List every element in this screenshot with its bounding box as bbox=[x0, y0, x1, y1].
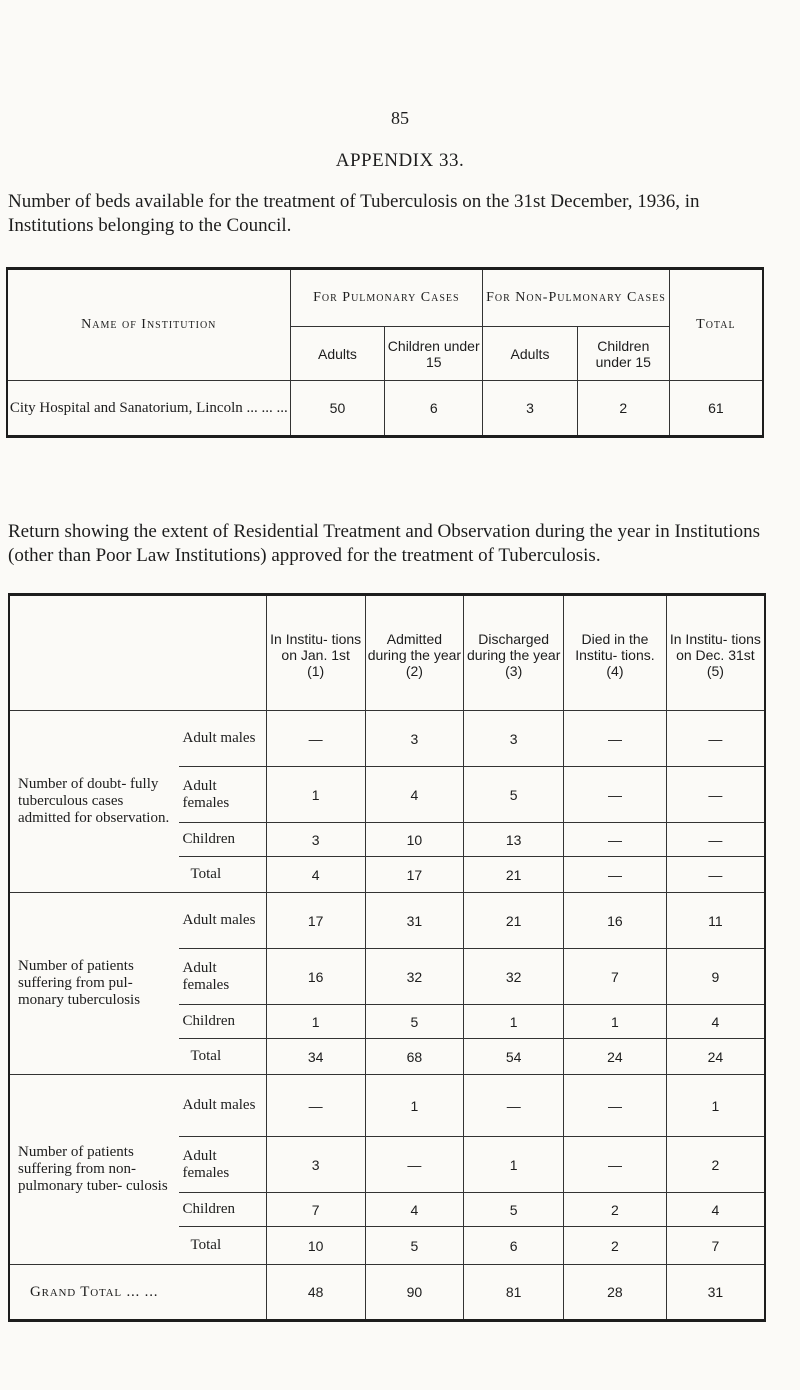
cell: 24 bbox=[564, 1039, 667, 1075]
return-paragraph: Return showing the extent of Residential Treatment and Observation during the year in Institutions (other than Poor Law Institutions) approved for the treatment of Tuberculosis. bbox=[8, 521, 760, 566]
cell: 10 bbox=[365, 823, 464, 857]
cell: 32 bbox=[464, 949, 564, 1005]
cell: 17 bbox=[365, 857, 464, 893]
cell: — bbox=[666, 767, 765, 823]
category-label: Adult females bbox=[179, 1137, 267, 1193]
cell: 1 bbox=[365, 1075, 464, 1137]
cell: — bbox=[564, 823, 667, 857]
table-row bbox=[9, 1075, 765, 1137]
cell: 1 bbox=[464, 1137, 564, 1193]
cell: 34 bbox=[266, 1039, 365, 1075]
appendix-title: APPENDIX 33. bbox=[335, 150, 465, 171]
cell: 5 bbox=[365, 1227, 464, 1265]
cell: — bbox=[564, 711, 667, 767]
cell: 2 bbox=[666, 1137, 765, 1193]
cell: 3 bbox=[266, 823, 365, 857]
cell: 9 bbox=[666, 949, 765, 1005]
group-label-observation: Number of doubt- fully tuberculous cases admitted for observation. bbox=[9, 711, 179, 893]
cell: — bbox=[666, 857, 765, 893]
cell: — bbox=[365, 1137, 464, 1193]
col-header-1: In Institu- tions on Jan. 1st (1) bbox=[266, 595, 365, 711]
category-label: Children bbox=[179, 1005, 267, 1039]
cell: — bbox=[666, 823, 765, 857]
col-header-5: In Institu- tions on Dec. 31st (5) bbox=[666, 595, 765, 711]
cell: 3 bbox=[464, 711, 564, 767]
table-row bbox=[9, 893, 765, 949]
group-label-non-pulmonary: Number of patients suffering from non- pulmonary tuber- culosis bbox=[9, 1075, 179, 1265]
cell: 16 bbox=[564, 893, 667, 949]
category-label: Adult males bbox=[179, 1075, 267, 1137]
cell: 28 bbox=[564, 1265, 667, 1321]
cell: 6 bbox=[464, 1227, 564, 1265]
cell: 68 bbox=[365, 1039, 464, 1075]
cell: 4 bbox=[365, 767, 464, 823]
cell: 48 bbox=[266, 1265, 365, 1321]
cell: 3 bbox=[266, 1137, 365, 1193]
cell: 31 bbox=[666, 1265, 765, 1321]
cell: 7 bbox=[666, 1227, 765, 1265]
cell: 5 bbox=[464, 767, 564, 823]
cell: 4 bbox=[666, 1005, 765, 1039]
category-label: Total bbox=[179, 1039, 267, 1075]
blank-header bbox=[9, 595, 266, 711]
cell: 1 bbox=[464, 1005, 564, 1039]
pulmonary-children-header: Children under 15 bbox=[385, 327, 483, 381]
cell: — bbox=[564, 1137, 667, 1193]
cell: 21 bbox=[464, 857, 564, 893]
col-header-2: Admitted during the year (2) bbox=[365, 595, 464, 711]
non-pulmonary-adults-header: Adults bbox=[483, 327, 578, 381]
pulmonary-header: For Pulmonary Cases bbox=[290, 269, 483, 327]
group-label-pulmonary: Number of patients suffering from pul- monary tuberculosis bbox=[9, 893, 179, 1075]
cell: 7 bbox=[564, 949, 667, 1005]
beds-value: 6 bbox=[385, 381, 483, 437]
intro-paragraph: Number of beds available for the treatment of Tuberculosis on the 31st December, 1936, in Institutions belonging to the Council. bbox=[8, 191, 700, 236]
cell: 21 bbox=[464, 893, 564, 949]
beds-value: 50 bbox=[290, 381, 385, 437]
category-label: Adult males bbox=[179, 893, 267, 949]
beds-value: 61 bbox=[669, 381, 763, 437]
cell: 54 bbox=[464, 1039, 564, 1075]
cell: 1 bbox=[266, 767, 365, 823]
cell: 32 bbox=[365, 949, 464, 1005]
beds-table bbox=[6, 267, 764, 438]
category-label: Total bbox=[179, 857, 267, 893]
cell: 4 bbox=[266, 857, 365, 893]
cell: — bbox=[564, 857, 667, 893]
cell: 5 bbox=[464, 1193, 564, 1227]
cell: — bbox=[266, 1075, 365, 1137]
category-label: Adult females bbox=[179, 767, 267, 823]
non-pulmonary-header: For Non-Pulmonary Cases bbox=[483, 269, 670, 327]
page-number: 85 bbox=[391, 108, 409, 128]
cell: 3 bbox=[365, 711, 464, 767]
cell: 1 bbox=[266, 1005, 365, 1039]
category-label: Adult males bbox=[179, 711, 267, 767]
cell: 31 bbox=[365, 893, 464, 949]
institution-name: City Hospital and Sanatorium, Lincoln ... ... ... bbox=[7, 381, 290, 437]
col-header-4: Died in the Institu- tions. (4) bbox=[564, 595, 667, 711]
non-pulmonary-children-header: Children under 15 bbox=[577, 327, 669, 381]
cell: 5 bbox=[365, 1005, 464, 1039]
table-row bbox=[9, 711, 765, 767]
cell: 17 bbox=[266, 893, 365, 949]
cell: 1 bbox=[666, 1075, 765, 1137]
cell: — bbox=[564, 1075, 667, 1137]
return-table bbox=[8, 593, 766, 1322]
cell: 81 bbox=[464, 1265, 564, 1321]
cell: 24 bbox=[666, 1039, 765, 1075]
grand-total-label: Grand Total ... ... bbox=[9, 1265, 266, 1321]
pulmonary-adults-header: Adults bbox=[290, 327, 385, 381]
cell: 16 bbox=[266, 949, 365, 1005]
beds-value: 3 bbox=[483, 381, 578, 437]
category-label: Total bbox=[179, 1227, 267, 1265]
category-label: Children bbox=[179, 1193, 267, 1227]
cell: 2 bbox=[564, 1193, 667, 1227]
cell: 2 bbox=[564, 1227, 667, 1265]
name-header: Name of Institution bbox=[7, 269, 290, 381]
cell: — bbox=[464, 1075, 564, 1137]
cell: 4 bbox=[666, 1193, 765, 1227]
cell: 4 bbox=[365, 1193, 464, 1227]
cell: 1 bbox=[564, 1005, 667, 1039]
grand-total-row bbox=[9, 1265, 765, 1321]
beds-value: 2 bbox=[577, 381, 669, 437]
cell: — bbox=[564, 767, 667, 823]
cell: 7 bbox=[266, 1193, 365, 1227]
cell: — bbox=[666, 711, 765, 767]
cell: 11 bbox=[666, 893, 765, 949]
total-header: Total bbox=[669, 269, 763, 381]
col-header-3: Discharged during the year (3) bbox=[464, 595, 564, 711]
cell: 10 bbox=[266, 1227, 365, 1265]
category-label: Adult females bbox=[179, 949, 267, 1005]
cell: — bbox=[266, 711, 365, 767]
category-label: Children bbox=[179, 823, 267, 857]
cell: 13 bbox=[464, 823, 564, 857]
cell: 90 bbox=[365, 1265, 464, 1321]
